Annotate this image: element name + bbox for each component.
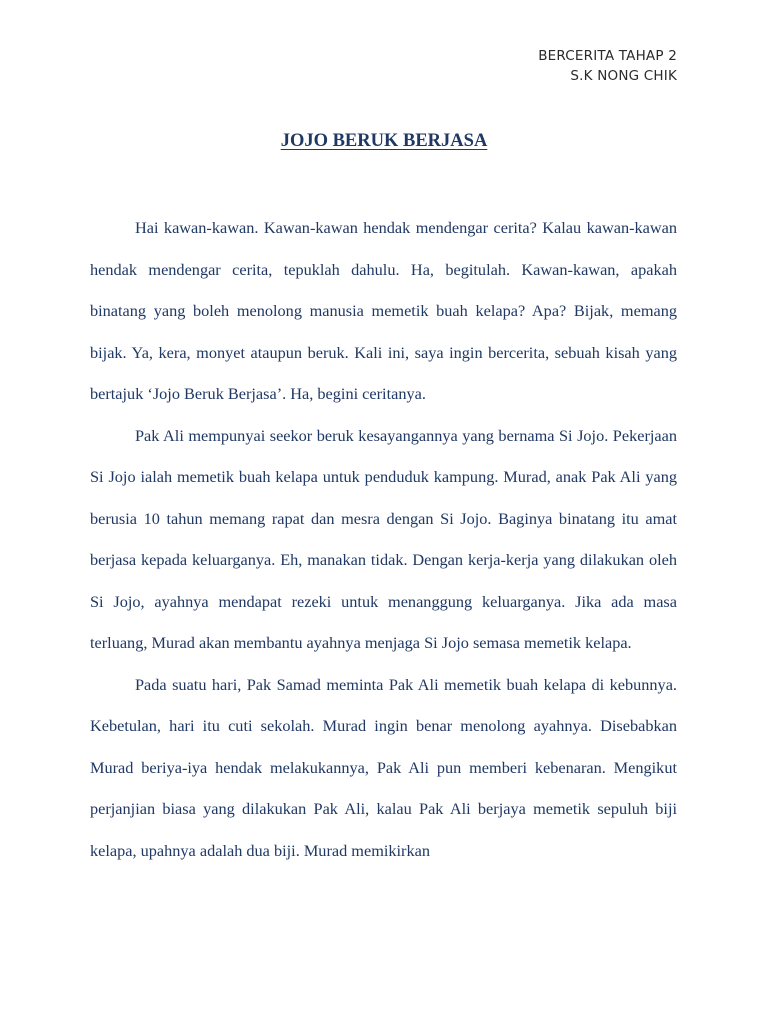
paragraph-1: Hai kawan-kawan. Kawan-kawan hendak mendengar cerita? Kalau kawan-kawan hendak mendengar cerita, tepuklah dahulu. Ha, begitulah. Kawan-kawan, apakah binatang yang boleh menolong manusia memetik buah kelapa? Apa? Bijak, memang bijak. Ya, kera, monyet ataupun beruk. Kali ini, saya ingin bercerita, sebuah kisah yang bertajuk ‘Jojo Beruk Berjasa’. Ha, begini ceritanya. xyxy=(90,218,677,403)
header-line-school: S.K NONG CHIK xyxy=(570,68,677,84)
document-body xyxy=(90,207,677,871)
paragraph-3: Pada suatu hari, Pak Samad meminta Pak Ali memetik buah kelapa di kebunnya. Kebetulan, hari itu cuti sekolah. Murad ingin benar menolong ayahnya. Disebabkan Murad beriya-iya hendak melakukannya, Pak Ali pun memberi kebenaran. Mengikut perjanjian biasa yang dilakukan Pak Ali, kalau Pak Ali berjaya memetik sepuluh biji kelapa, upahnya adalah dua biji. Murad memikirkan xyxy=(90,674,677,860)
document-title-text: JOJO BERUK BERJASA xyxy=(280,131,488,151)
paragraph-2: Pak Ali mempunyai seekor beruk kesayangannya yang bernama Si Jojo. Pekerjaan Si Jojo ialah memetik buah kelapa untuk penduduk kampung. Murad, anak Pak Ali yang berusia 10 tahun memang rapat dan mesra dengan Si Jojo. Baginya binatang itu amat berjasa kepada keluarganya. Eh, manakan tidak. Dengan kerja-kerja yang dilakukan oleh Si Jojo, ayahnya mendapat rezeki untuk menanggung keluarganya. Jika ada masa terluang, Murad akan membantu ayahnya menjaga Si Jojo semasa memetik kelapa. xyxy=(90,425,677,652)
document-title xyxy=(0,131,768,152)
header-line-title: BERCERITA TAHAP 2 xyxy=(538,48,677,64)
page-header xyxy=(538,46,677,86)
